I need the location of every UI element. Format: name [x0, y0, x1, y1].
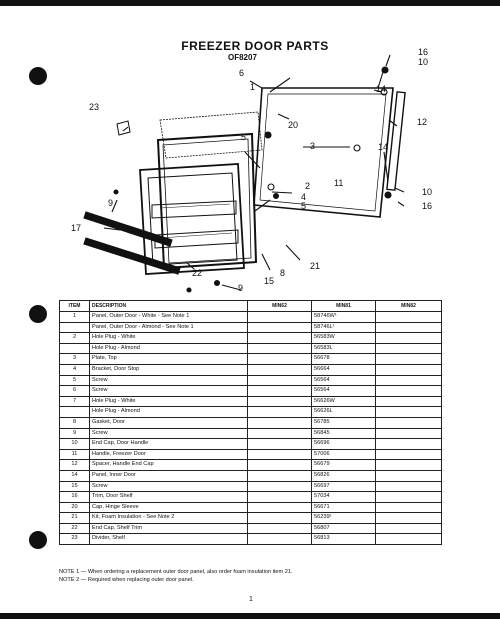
cell-min81: 56813 — [312, 534, 376, 545]
door-gasket — [158, 134, 256, 268]
table-row — [60, 386, 442, 397]
cell-description: Hole Plug - White — [90, 333, 248, 344]
cell-min81: 58746L¹ — [312, 322, 376, 333]
cell-min82 — [376, 343, 442, 354]
cell-min81: 56845 — [312, 428, 376, 439]
cell-min82 — [376, 364, 442, 375]
callout-1: 1 — [250, 82, 256, 92]
cell-description: Screw — [90, 386, 248, 397]
cell-min62 — [248, 386, 312, 397]
column-header-min81: MIN81 — [312, 301, 376, 312]
callout-14b: 14 — [378, 142, 389, 152]
cell-item: 20 — [60, 502, 90, 513]
cell-min62 — [248, 428, 312, 439]
cell-description: Panel, Inner Door — [90, 470, 248, 481]
cell-description: Screw — [90, 481, 248, 492]
punch-hole-top — [29, 67, 47, 85]
cell-min82 — [376, 386, 442, 397]
cell-description: Panel, Outer Door - White - See Note 1 — [90, 312, 248, 323]
table-header-row — [60, 301, 442, 312]
cell-min62 — [248, 322, 312, 333]
cell-min62 — [248, 417, 312, 428]
cell-min82 — [376, 333, 442, 344]
cell-min82 — [376, 428, 442, 439]
table-row — [60, 407, 442, 418]
cell-min82 — [376, 470, 442, 481]
table-row — [60, 481, 442, 492]
cell-min81: 57034 — [312, 492, 376, 503]
callout-10b: 10 — [422, 187, 433, 197]
table-row — [60, 523, 442, 534]
cell-min82 — [376, 439, 442, 450]
cell-min81: 56807 — [312, 523, 376, 534]
callout-9: 9 — [108, 198, 114, 208]
cell-description: Kit, Foam Insulation - See Note 2 — [90, 513, 248, 524]
cell-min82 — [376, 492, 442, 503]
cell-item: 6 — [60, 386, 90, 397]
cell-min62 — [248, 396, 312, 407]
cell-item: 7 — [60, 396, 90, 407]
cell-item: 16 — [60, 492, 90, 503]
cell-min82 — [376, 502, 442, 513]
cell-min81: 56626L — [312, 407, 376, 418]
door-shelf-upper — [152, 201, 236, 218]
cell-item: 11 — [60, 449, 90, 460]
cell-min82 — [376, 417, 442, 428]
cell-min81: 56626W — [312, 396, 376, 407]
top-border — [0, 0, 500, 6]
cell-min82 — [376, 449, 442, 460]
callout-9b: 9 — [238, 283, 244, 293]
cell-item: 4 — [60, 364, 90, 375]
cell-min81: 56664 — [312, 364, 376, 375]
cell-min82 — [376, 354, 442, 365]
table-row — [60, 322, 442, 333]
cell-min81: 56678 — [312, 354, 376, 365]
cell-min81: 56564 — [312, 375, 376, 386]
table-row — [60, 343, 442, 354]
callout-16: 16 — [418, 47, 429, 57]
cell-description: Bracket, Door Stop — [90, 364, 248, 375]
table-row — [60, 492, 442, 503]
cell-item: 5 — [60, 375, 90, 386]
cell-min82 — [376, 460, 442, 471]
page-number: 1 — [249, 596, 253, 603]
callout-22: 22 — [192, 268, 203, 278]
cell-item: 15 — [60, 481, 90, 492]
cell-min82 — [376, 523, 442, 534]
cell-min62 — [248, 333, 312, 344]
cell-description: End Cap, Shelf Trim — [90, 523, 248, 534]
table-row — [60, 460, 442, 471]
cell-min81: 56785 — [312, 417, 376, 428]
page-title: FREEZER DOOR PARTS — [181, 39, 329, 53]
cell-item: 2 — [60, 333, 90, 344]
cell-description: Screw — [90, 375, 248, 386]
cell-description: Plate, Top — [90, 354, 248, 365]
cell-min62 — [248, 513, 312, 524]
cell-description: Handle, Freezer Door — [90, 449, 248, 460]
inner-door-panel — [140, 164, 244, 274]
callout-4: 4 — [301, 192, 307, 202]
column-header-min82: MIN82 — [376, 301, 442, 312]
cell-item: 1 — [60, 312, 90, 323]
cell-min81: 56583L — [312, 343, 376, 354]
callout-3: 3 — [310, 141, 316, 151]
punch-hole-middle — [29, 305, 47, 323]
callout-2: 2 — [305, 181, 311, 191]
callout-5b: 5 — [301, 201, 307, 211]
cell-item: 21 — [60, 513, 90, 524]
table-row — [60, 470, 442, 481]
cell-min81: 56826 — [312, 470, 376, 481]
table-row — [60, 534, 442, 545]
table-row — [60, 417, 442, 428]
cell-item: 9 — [60, 428, 90, 439]
cell-min81: 56583W — [312, 333, 376, 344]
cell-min82 — [376, 513, 442, 524]
cell-min82 — [376, 396, 442, 407]
cell-min81: 56671 — [312, 502, 376, 513]
bottom-border — [0, 613, 500, 619]
table-row — [60, 312, 442, 323]
table-row — [60, 502, 442, 513]
cell-item — [60, 407, 90, 418]
cell-min82 — [376, 375, 442, 386]
cell-min81: 56697 — [312, 481, 376, 492]
table-row — [60, 428, 442, 439]
cell-description: Hole Plug - Almond — [90, 407, 248, 418]
callout-5: 5 — [241, 132, 247, 142]
cell-item: 10 — [60, 439, 90, 450]
table-row — [60, 333, 442, 344]
cell-min62 — [248, 460, 312, 471]
table-row — [60, 513, 442, 524]
cell-item: 14 — [60, 470, 90, 481]
callout-15: 15 — [264, 276, 275, 286]
cell-min62 — [248, 449, 312, 460]
callout-21: 21 — [310, 261, 321, 271]
cell-min62 — [248, 481, 312, 492]
callout-11: 11 — [334, 178, 344, 188]
door-handle — [387, 92, 405, 190]
cell-min62 — [248, 407, 312, 418]
table-row — [60, 364, 442, 375]
callout-16b: 16 — [422, 201, 433, 211]
callout-17: 17 — [71, 223, 82, 233]
cell-item — [60, 322, 90, 333]
cell-min62 — [248, 312, 312, 323]
table-row — [60, 396, 442, 407]
table-row — [60, 354, 442, 365]
cell-min62 — [248, 523, 312, 534]
cell-min82 — [376, 322, 442, 333]
callout-6: 6 — [239, 68, 245, 78]
cell-min62 — [248, 439, 312, 450]
cell-description: End Cap, Door Handle — [90, 439, 248, 450]
callout-20: 20 — [288, 120, 299, 130]
column-header-item: ITEM — [60, 301, 90, 312]
cell-description: Spacer, Handle End Cap — [90, 460, 248, 471]
cell-item: 23 — [60, 534, 90, 545]
table-row — [60, 375, 442, 386]
table-row — [60, 439, 442, 450]
cell-description: Screw — [90, 428, 248, 439]
cell-min82 — [376, 407, 442, 418]
cell-min82 — [376, 534, 442, 545]
shelf-divider — [117, 121, 130, 135]
cell-min82 — [376, 312, 442, 323]
cell-min62 — [248, 364, 312, 375]
parts-table — [59, 300, 442, 545]
cell-min62 — [248, 354, 312, 365]
cell-min81: 56696 — [312, 439, 376, 450]
cell-description: Hole Plug - White — [90, 396, 248, 407]
cell-item: 8 — [60, 417, 90, 428]
callout-10: 10 — [418, 57, 429, 67]
note-2: NOTE 2 — Required when replacing outer door panel. — [59, 577, 194, 583]
cell-min81: 57006 — [312, 449, 376, 460]
cell-item — [60, 343, 90, 354]
table-row — [60, 449, 442, 460]
cell-min62 — [248, 470, 312, 481]
cell-min81: 56564 — [312, 386, 376, 397]
cell-item: 3 — [60, 354, 90, 365]
callout-14: 14 — [376, 84, 387, 94]
cell-min62 — [248, 492, 312, 503]
cell-min81: 56679 — [312, 460, 376, 471]
cell-min81: 56239² — [312, 513, 376, 524]
cell-min62 — [248, 502, 312, 513]
model-number: OF8207 — [228, 53, 257, 62]
punch-hole-bottom — [29, 531, 47, 549]
cell-description: Panel, Outer Door - Almond - See Note 1 — [90, 322, 248, 333]
callout-8: 8 — [280, 268, 286, 278]
callout-23: 23 — [89, 102, 100, 112]
callout-12: 12 — [417, 117, 428, 127]
cell-min82 — [376, 481, 442, 492]
cell-description: Trim, Door Shelf — [90, 492, 248, 503]
cell-item: 12 — [60, 460, 90, 471]
cell-min62 — [248, 375, 312, 386]
column-header-min62: MIN62 — [248, 301, 312, 312]
note-1: NOTE 1 — When ordering a replacement outer door panel, also order foam insulation item 21. — [59, 569, 293, 575]
cell-description: Cap, Hinge Sleeve — [90, 502, 248, 513]
cell-min62 — [248, 534, 312, 545]
cell-description: Gasket, Door — [90, 417, 248, 428]
shelf-trim-upper — [84, 212, 172, 246]
cell-description: Divider, Shelf — [90, 534, 248, 545]
cell-min81: 58746W¹ — [312, 312, 376, 323]
cell-min62 — [248, 343, 312, 354]
cell-description: Hole Plug - Almond — [90, 343, 248, 354]
column-header-description: DESCRIPTION — [90, 301, 248, 312]
cell-item: 22 — [60, 523, 90, 534]
